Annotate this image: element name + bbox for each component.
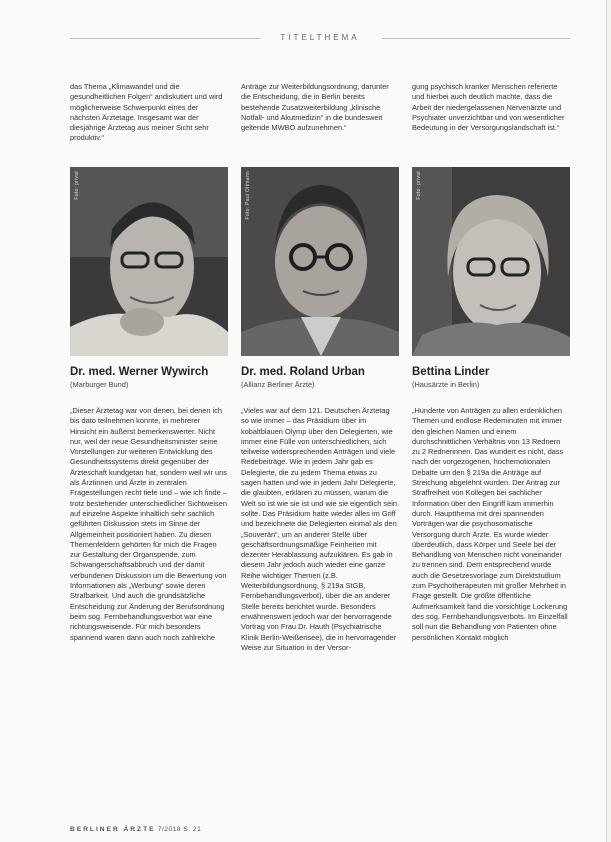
person-affiliation: (Allianz Berliner Ärzte) [241,380,315,389]
statement-text: „Vieles war auf dem 121. Deutschen Ärztetag so wie immer – das Präsidium über im kobaltblauen Olymp über den Delegierten, wie immer eine Fülle von unterschiedlichen, sich teilweise widersprechenden Anträgen und viele Redebeiträge. Wie in jedem Jahr gab es Delegierte, die zu jedem Thema etwas zu sagen hatten und wie in jedem Jahr Delegierte, die glaubten, erklären zu müssen, warum die Welt so ist wie sie ist und wie sie eigentlich sein sollte. Das Präsidium hatte wieder alles im Griff und bezeichnete die Delegierten einmal als den „Souverän“, um an anderer Stelle über geschäftsordnungsmäßige Feinheiten mit dezenter Herablassung aufzuklären. Es gab in diesem Jahr jedoch auch wieder eine ganze Reihe wichtiger Themen (z.B. Weiterbildungsordnung, § 219a StGB, Fernbehandlungsverbot), über die an anderer Stelle bereits berichtet wurde. Besonders erwähnenswert jedoch war der hervorragende Vortrag von Frau Dr. Hauth (Psychiatrische Klinik Berlin-Weißensee), die in hervorragender Weise zur Situation in der Versor- [241,406,397,652]
portrait-photo-urban [241,167,399,356]
person-name: Dr. med. Werner Wywirch [70,366,209,378]
person-name: Dr. med. Roland Urban [241,366,365,378]
magazine-name: BERLINER ÄRZTE [70,826,156,833]
photo-credit: Foto: Paul Oltmann [245,171,251,220]
person-name: Bettina Linder [412,366,490,378]
top-text-col-2: Anträge zur Weiterbildungsordnung, darunter die Entscheidung, die in Berlin bereits bestehende Zusatzweiterbildung „klinische Notfall- und Akutmedizin“ in die bundesweit geltende MWBO aufzunehmen.“ [241,82,389,133]
person-affiliation: (Marburger Bund) [70,380,129,389]
top-text-col-1: das Thema „Klimawandel und die gesundheitlichen Folgen“ andiskutiert und wird möglicherweise Schwerpunkt eines der nächsten Ärztetage. Insgesamt war der diesjährige Ärztetag aus meiner Sicht sehr produktiv.“ [70,82,223,143]
photo-credit: Foto: privat [74,171,80,200]
photo-credit: Foto: privat [416,171,422,200]
section-label: TITELTHEMA [280,33,360,42]
person-affiliation: (Hausärzte in Berlin) [412,380,480,389]
statement-text: „Hunderte von Anträgen zu allen erdenklichen Themen und endlose Redeminuten mit immer den gleichen Namen und einem durchschnittlichen Verhältnis von 13 Rednern zu 2 Rednerinnen. Das wundert es nicht, dass nach der vorgezogenen, hochemotionalen Debatte um den § 219a die Anträge auf Streichung abgelehnt wurden. Der Antrag zur Straffreiheit von Kollegen bei sachlicher Information über den Eingriff kam immerhin durch. Hauptthema mit drei spannenden Vorträgen war die psychosomatische Versorgung durch Ärzte. Es wurde wieder überdeutlich, dass Körper und Seele bei der Behandlung von Menschen nicht voneinander zu trennen sind. Dem entsprechend wurde auch die Gesetzesvorlage zum Direktstudium zum Psychotherapeuten mit großer Mehrheit in Frage gestellt. Die größte öffentliche Aufmerksamkeit fand die vorsichtige Lockerung des sog. Fernbehandlungsverbots. Im Einzelfall soll nun die Behandlung von Patienten ohne persönlichen Kontakt möglich [412,406,568,642]
portrait-photo-linder [412,167,570,356]
page-footer [70,826,201,833]
header-rule-right [382,38,570,39]
statement-text: „Dieser Ärztetag war von denen, bei denen ich bis dato teilnehmen konnte, in mehrerer Hinsicht ein äußerst bemerkenswerter. Nicht nur, weil der neue Gesundheitsminister seine Vorstellungen zur weiteren Entwicklung des Gesundheitssystems direkt gegenüber der Ärzteschaft kundgetan hat, sondern weil wir uns als Ärztinnen und Ärzte in zentralen Fragestellungen recht tiefe und – wie ich finde – trotz bestehender unterschiedlicher Sichtweisen auf einzelne Aspekte inhaltlich sehr sachlich geführten Diskussion stets im Sinne der Allgemeinheit positioniert haben. Zu diesen Themenfeldern gehörten für mich die Fragen zur Gestaltung der Organspende, zum Schwangerschaftsabbruch und der damit verbundenen Diskussion um die Bewertung von Informationen als „Werbung“ sowie deren Strafbarkeit. Und auch die grundsätzliche Entscheidung zur Änderung der Berufsordnung beim sog. Fernbehandlungsverbot war eine richtungsweisende. Für mich besonders spannend waren dann auch noch zahlreiche [70,406,227,642]
issue-info: 7/2018 S. 21 [157,826,202,833]
top-text-col-3: gung psychisch kranker Menschen referierte und hierbei auch deutlich machte, dass die Arbeit der niedergelassenen Nervenärzte und Psychiater unverzichtbar und von wesentlicher Bedeutung in der Versorgungslandschaft ist.“ [412,82,565,133]
portrait-photo-wywirch [70,167,228,356]
